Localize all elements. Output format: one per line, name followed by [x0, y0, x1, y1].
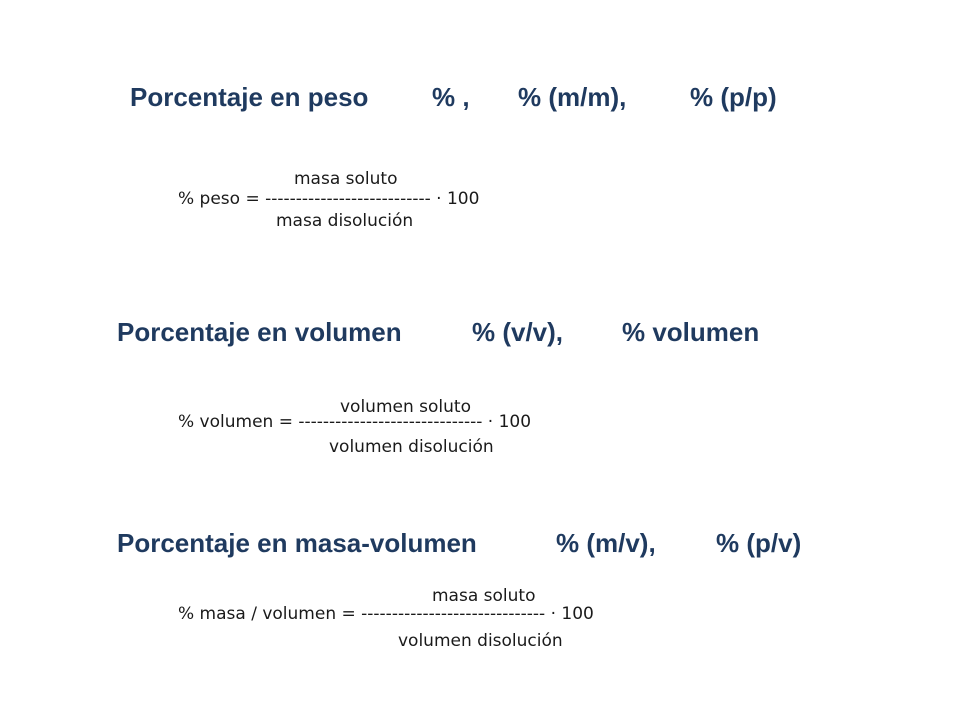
formula-denominator: volumen disolución: [398, 631, 563, 651]
formula-main-line: % masa / volumen = ------------------------------ · 100: [178, 604, 594, 624]
notation-label: % volumen: [622, 317, 760, 347]
section-title: Porcentaje en peso: [130, 82, 369, 112]
section-title: Porcentaje en masa-volumen: [117, 528, 477, 558]
formula-numerator: volumen soluto: [340, 397, 471, 417]
notation-label: % (v/v),: [472, 317, 564, 347]
formula-denominator: masa disolución: [276, 211, 414, 231]
formula-main-line: % volumen = ------------------------------ · 100: [178, 412, 532, 432]
notation-label: % ,: [432, 82, 470, 112]
formula-main-line: % peso = --------------------------- · 100: [178, 189, 480, 209]
notation-label: % (p/v): [716, 528, 802, 558]
section-title: Porcentaje en volumen: [117, 317, 402, 347]
notation-label: % (m/v),: [556, 528, 656, 558]
notation-label: % (p/p): [690, 82, 777, 112]
formula-numerator: masa soluto: [294, 169, 398, 189]
notation-label: % (m/m),: [518, 82, 627, 112]
formula-numerator: masa soluto: [432, 586, 536, 606]
formula-denominator: volumen disolución: [329, 437, 494, 457]
